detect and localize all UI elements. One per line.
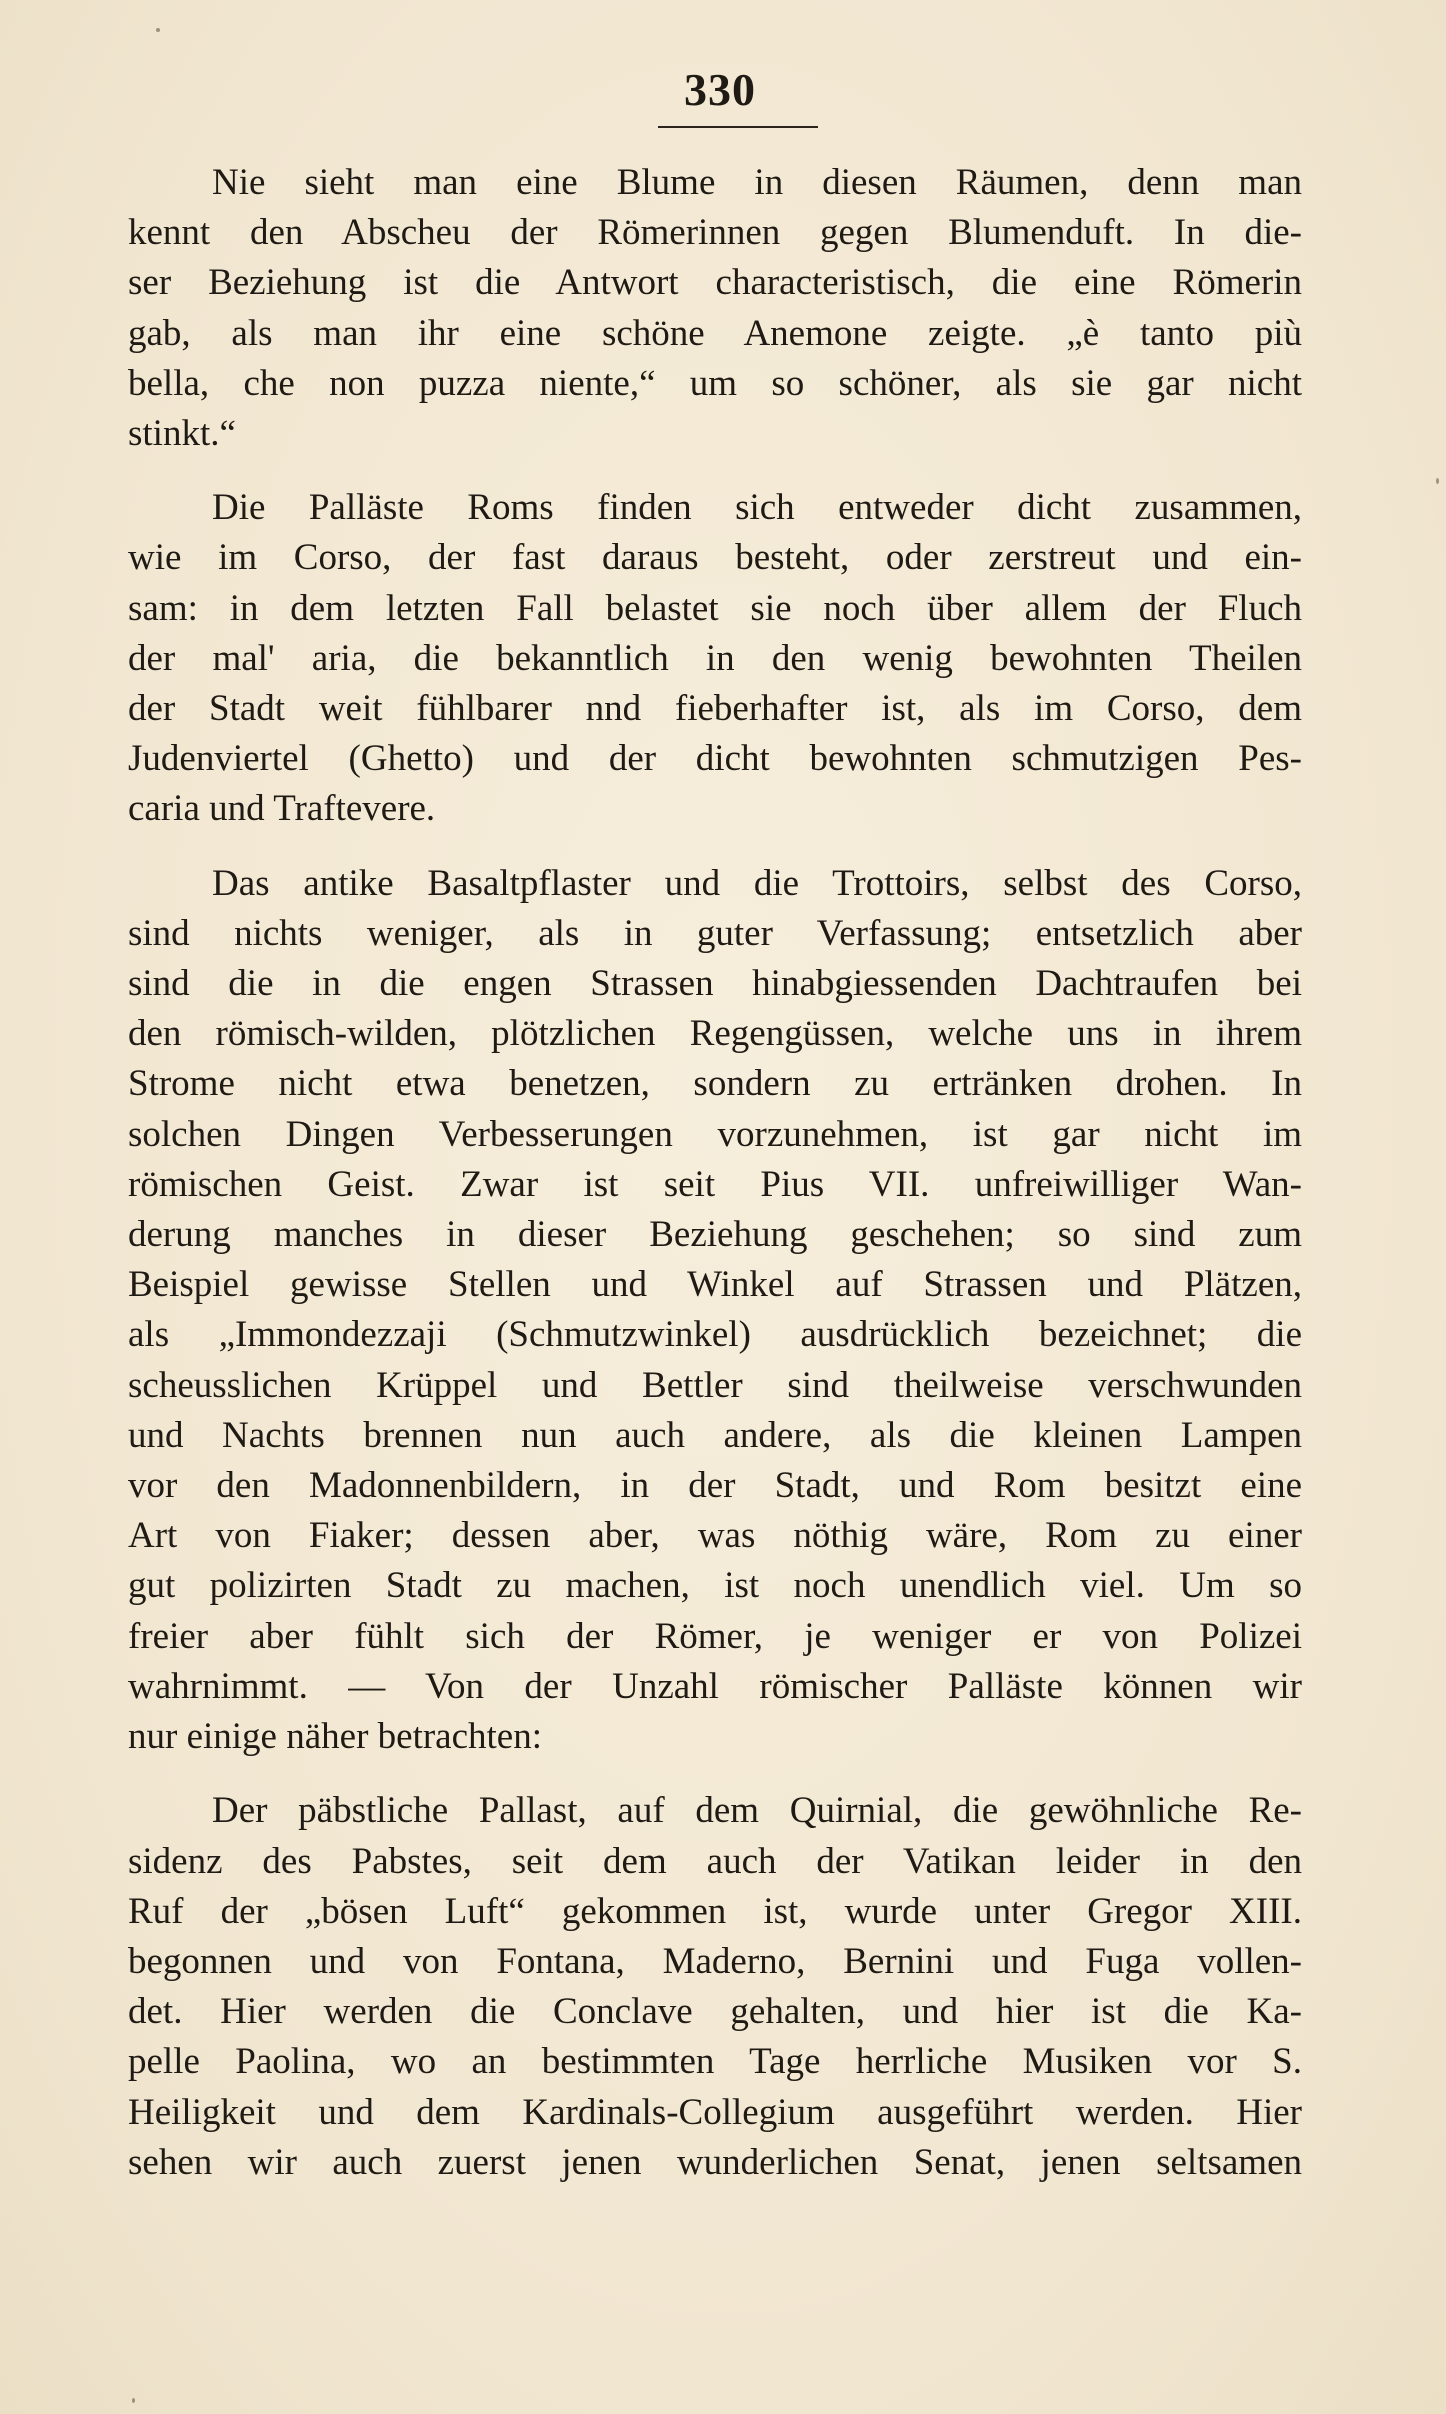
text-line: Art von Fiaker; dessen aber, was nöthig wäre, Rom zu einer [128,1515,1302,1557]
text-line: wie im Corso, der fast daraus besteht, oder zerstreut und ein- [128,537,1302,579]
text-line: ser Beziehung ist die Antwort characteristisch, die eine Römerin [128,262,1302,304]
text-line: Heiligkeit und dem Kardinals-Collegium ausgeführt werden. Hier [128,2091,1302,2133]
paper-speck [132,2398,135,2403]
text-line: pelle Paolina, wo an bestimmten Tage herrliche Musiken vor S. [128,2041,1302,2083]
text-line: kennt den Abscheu der Römerinnen gegen Blumenduft. In die- [128,212,1302,254]
text-line: scheusslichen Krüppel und Bettler sind theilweise verschwunden [128,1364,1302,1406]
text-line: Die Palläste Roms finden sich entweder dicht zusammen, [212,487,1302,529]
text-line: det. Hier werden die Conclave gehalten, und hier ist die Ka- [128,1991,1302,2033]
text-line: römischen Geist. Zwar ist seit Pius VII. unfreiwilliger Wan- [128,1163,1302,1205]
text-line: der Stadt weit fühlbarer nnd fieberhafter ist, als im Corso, dem [128,688,1302,730]
text-line: Strome nicht etwa benetzen, sondern zu ertränken drohen. In [128,1063,1302,1105]
paragraph [128,1786,1302,2188]
paragraph [128,483,1302,834]
paper-speck [156,28,160,32]
text-line: vor den Madonnenbildern, in der Stadt, und Rom besitzt eine [128,1465,1302,1507]
text-line: sehen wir auch zuerst jenen wunderlichen Senat, jenen seltsamen [128,2141,1302,2183]
text-line: sam: in dem letzten Fall belastet sie noch über allem der Fluch [128,587,1302,629]
paragraph [128,158,1302,459]
body-text [128,158,1302,2188]
text-line: den römisch-wilden, plötzlichen Regengüssen, welche uns in ihrem [128,1013,1302,1055]
text-line: sidenz des Pabstes, seit dem auch der Vatikan leider in den [128,1840,1302,1882]
text-line: freier aber fühlt sich der Römer, je weniger er von Polizei [128,1615,1302,1657]
text-line: sind nichts weniger, als in guter Verfassung; entsetzlich aber [128,912,1302,954]
text-line: begonnen und von Fontana, Maderno, Bernini und Fuga vollen- [128,1940,1302,1982]
text-line: stinkt.“ [128,413,236,455]
text-line: gut polizirten Stadt zu machen, ist noch unendlich viel. Um so [128,1565,1302,1607]
text-line: der mal' aria, die bekanntlich in den wenig bewohnten Theilen [128,637,1302,679]
text-line: Judenviertel (Ghetto) und der dicht bewohnten schmutzigen Pes- [128,738,1302,780]
text-line: Beispiel gewisse Stellen und Winkel auf Strassen und Plätzen, [128,1264,1302,1306]
text-line: wahrnimmt. — Von der Unzahl römischer Palläste können wir [128,1665,1302,1707]
text-line: Das antike Basaltpflaster und die Trottoirs, selbst des Corso, [212,862,1302,904]
text-line: sind die in die engen Strassen hinabgiessenden Dachtraufen bei [128,963,1302,1005]
text-line: Der päbstliche Pallast, auf dem Quirnial, die gewöhnliche Re- [212,1790,1302,1832]
text-line: derung manches in dieser Beziehung geschehen; so sind zum [128,1214,1302,1256]
text-line: Nie sieht man eine Blume in diesen Räumen, denn man [212,162,1302,203]
text-line: gab, als man ihr eine schöne Anemone zeigte. „è tanto più [128,312,1302,354]
paper-speck [1436,478,1439,484]
text-line: nur einige näher betrachten: [128,1716,542,1758]
text-line: solchen Dingen Verbesserungen vorzunehmen, ist gar nicht im [128,1113,1302,1155]
header-rule [658,126,818,128]
text-line: und Nachts brennen nun auch andere, als die kleinen Lampen [128,1414,1302,1456]
text-line: als „Immondezzaji (Schmutzwinkel) ausdrücklich bezeichnet; die [128,1314,1302,1356]
text-line: bella, che non puzza niente,“ um so schöner, als sie gar nicht [128,362,1302,404]
page-number: 330 [684,64,756,115]
text-line: Ruf der „bösen Luft“ gekommen ist, wurde unter Gregor XIII. [128,1890,1302,1932]
text-line: caria und Traftevere. [128,788,436,830]
paragraph [128,859,1302,1763]
